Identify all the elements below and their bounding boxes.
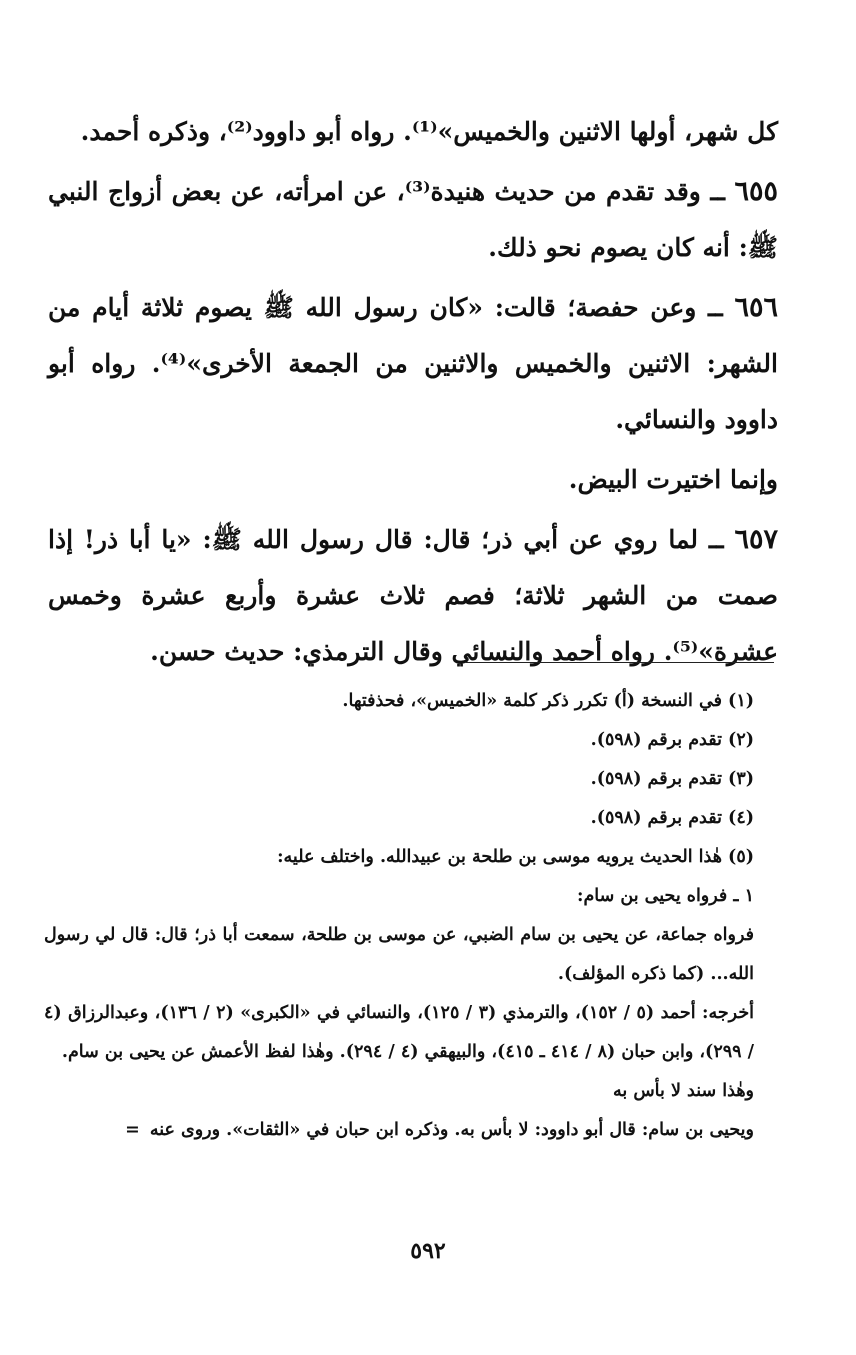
footnote-5-continued	[44, 1111, 776, 1150]
footnote-5-continued-text: ويحيى بن سام: قال أبو داوود: لا بأس به. وذكره ابن حبان في «الثقات». وروى عنه	[149, 1120, 754, 1140]
hadith-text: ــ لما روي عن أبي ذر؛ قال: قال رسول الله ﷺ: «يا أبا ذر! إذا صمت من الشهر ثلاثة؛ فصم ثلاث عشرة وأربع عشرة وخمس عشرة»⁽⁵⁾. رواه أحمد والنسائي وقال الترمذي: حديث حسن.	[48, 525, 778, 666]
hadith-number: ٦٥٧	[734, 524, 778, 555]
footnotes	[44, 682, 776, 1150]
footnote-5-grading: وهٰذا سند لا بأس به	[612, 1081, 754, 1101]
footnote-5: (٥) هٰذا الحديث يرويه موسى بن طلحة بن عبيدالله. واختلف عليه:	[277, 847, 754, 867]
footnote-2: (٢) تقدم برقم (٥٩٨).	[590, 730, 754, 750]
footnote-3: (٣) تقدم برقم (٥٩٨).	[590, 769, 754, 789]
footnote-5-sources: أخرجه: أحمد (٥ / ١٥٢)، والترمذي (٣ / ١٢٥)، والنسائي في «الكبرى» (٢ / ١٣٦)، وعبدالرزاق (٤ / ٢٩٩)، وابن حبان (٨ / ٤١٤ ـ ٤١٥)، والبيهقي (٤ / ٢٩٤). وهٰذا لفظ الأعمش عن يحيى بن سام.	[44, 1003, 755, 1062]
main-text	[48, 104, 778, 684]
hadith-657	[48, 512, 778, 680]
footnote-1: (١) في النسخة (أ) تكرر ذكر كلمة «الخميس»، فحذفتها.	[342, 691, 754, 711]
footnote-separator	[466, 662, 774, 663]
continuation-mark: =	[125, 1120, 140, 1140]
hadith-text: ــ وقد تقدم من حديث هنيدة⁽³⁾، عن امرأته، عن بعض أزواج النبي ﷺ: أنه كان يصوم نحو ذلك.	[48, 177, 778, 262]
footnote-5-narrators: فرواه جماعة، عن يحيى بن سام الضبي، عن موسى بن طلحة، سمعت أبا ذر؛ قال: قال لي رسول الله... (كما ذكره المؤلف).	[44, 925, 754, 984]
footnote-5-item-1: ١ ـ فرواه يحيى بن سام:	[576, 886, 754, 906]
hadith-number: ٦٥٦	[734, 292, 778, 323]
page-number: ٥٩٢	[410, 1238, 446, 1264]
paragraph-intro: كل شهر، أولها الاثنين والخميس»⁽¹⁾. رواه أبو داوود⁽²⁾، وذكره أحمد.	[80, 117, 778, 146]
hadith-655	[48, 164, 778, 276]
hadith-656	[48, 280, 778, 448]
hadith-text: ــ وعن حفصة؛ قالت: «كان رسول الله ﷺ يصوم ثلاثة أيام من الشهر: الاثنين والخميس والاثنين من الجمعة الأخرى»⁽⁴⁾. رواه أبو داوود والنسائي.	[48, 293, 778, 434]
paragraph-bid: وإنما اختيرت البيض.	[568, 465, 778, 494]
footnote-4: (٤) تقدم برقم (٥٩٨).	[590, 808, 754, 828]
hadith-number: ٦٥٥	[734, 176, 778, 207]
